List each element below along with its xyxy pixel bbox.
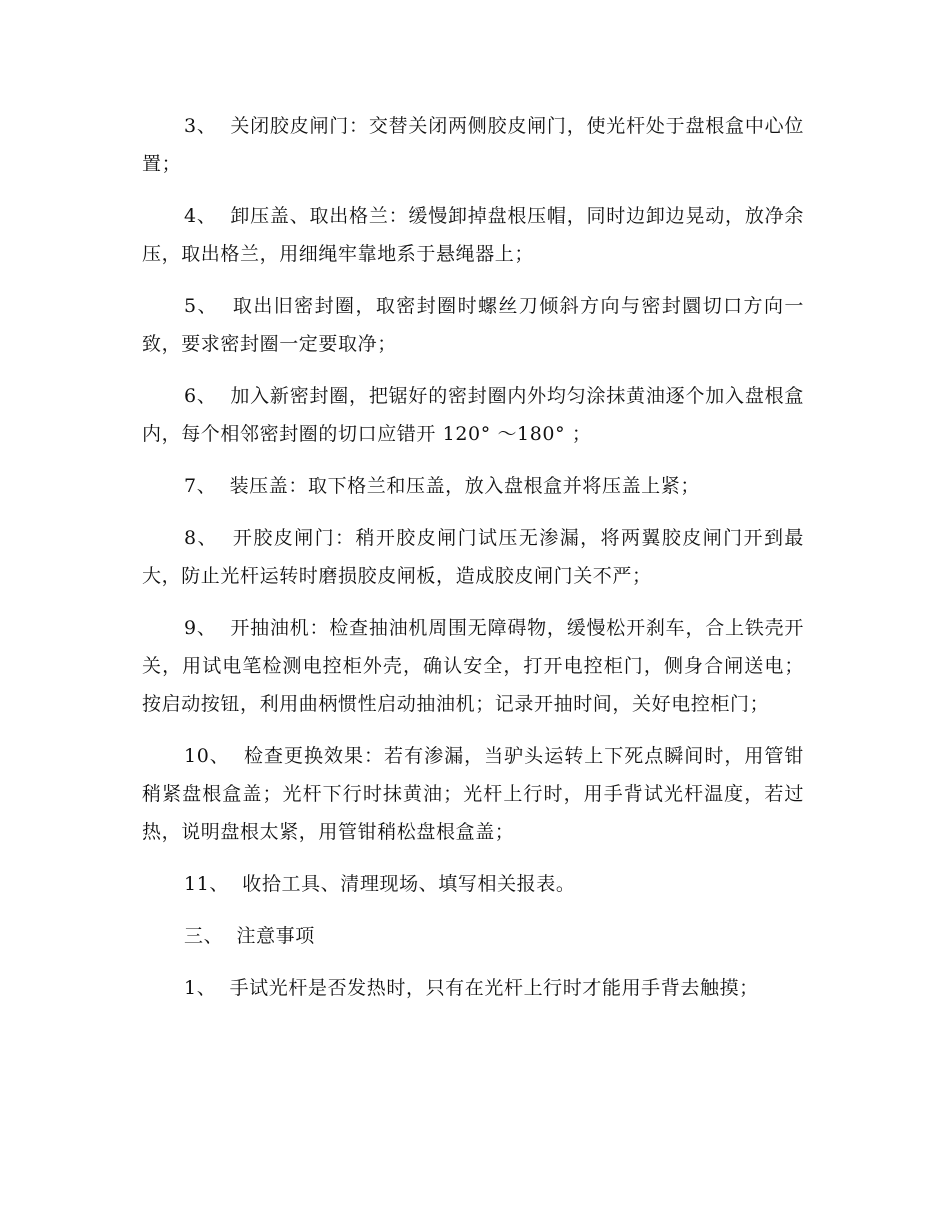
step-number: 8、: [184, 527, 218, 549]
step-7-paragraph: [142, 467, 804, 505]
step-text: 装压盖：取下格兰和压盖，放入盘根盒并将压盖上紧；: [229, 475, 700, 497]
step-text: 开胶皮闸门：稍开胶皮闸门试压无渗漏，将两翼胶皮闸门开到最大，防止光杆运转时磨损胶皮闸板，造成胶皮闸门关不严；: [142, 527, 804, 587]
note-text: 手试光杆是否发热时，只有在光杆上行时才能用手背去触摸；: [229, 977, 759, 999]
section-heading: [142, 917, 804, 955]
step-11-paragraph: [142, 865, 804, 903]
step-number: 3、: [184, 115, 217, 137]
step-number: 10、: [184, 745, 230, 767]
section-number: 三、: [184, 925, 224, 947]
step-number: 9、: [184, 617, 217, 639]
step-number: 4、: [184, 205, 217, 227]
step-9-paragraph: [142, 609, 804, 723]
step-text: 收拾工具、清理现场、填写相关报表。: [242, 873, 576, 895]
step-4-paragraph: [142, 197, 804, 273]
note-number: 1、: [184, 977, 217, 999]
step-text: 关闭胶皮闸门：交替关闭两侧胶皮闸门，使光杆处于盘根盒中心位置；: [142, 115, 804, 175]
step-10-paragraph: [142, 737, 804, 851]
step-number: 5、: [184, 295, 218, 317]
document-body: [142, 107, 804, 1021]
step-number: 7、: [184, 475, 217, 497]
step-5-paragraph: [142, 287, 804, 363]
step-number: 6、: [184, 385, 217, 407]
section-title: 注意事项: [236, 925, 315, 947]
step-6-paragraph: [142, 377, 804, 453]
step-text: 检查更换效果：若有渗漏，当驴头运转上下死点瞬间时，用管钳稍紧盘根盒盖；光杆下行时抹黄油；光杆上行时，用手背试光杆温度，若过热，说明盘根太紧，用管钳稍松盘根盒盖；: [142, 745, 804, 843]
step-text: 开抽油机：检查抽油机周围无障碍物，缓慢松开刹车，合上铁壳开关，用试电笔检测电控柜外壳，确认安全，打开电控柜门，侧身合闸送电；按启动按钮，利用曲柄惯性启动抽油机；记录开抽时间，关好电控柜门；: [142, 617, 804, 715]
step-8-paragraph: [142, 519, 804, 595]
step-text: 取出旧密封圈，取密封圈时螺丝刀倾斜方向与密封圜切口方向一致，要求密封圈一定要取净；: [142, 295, 804, 355]
step-text: 加入新密封圈，把锯好的密封圈内外均匀涂抹黄油逐个加入盘根盒内，每个相邻密封圈的切口应错开 120° ～180° ；: [142, 385, 804, 445]
step-3-paragraph: [142, 107, 804, 183]
step-text: 卸压盖、取出格兰：缓慢卸掉盘根压帽，同时边卸边晃动，放净余压，取出格兰，用细绳牢靠地系于悬绳器上；: [142, 205, 804, 265]
note-1-paragraph: [142, 969, 804, 1007]
step-number: 11、: [184, 873, 229, 895]
